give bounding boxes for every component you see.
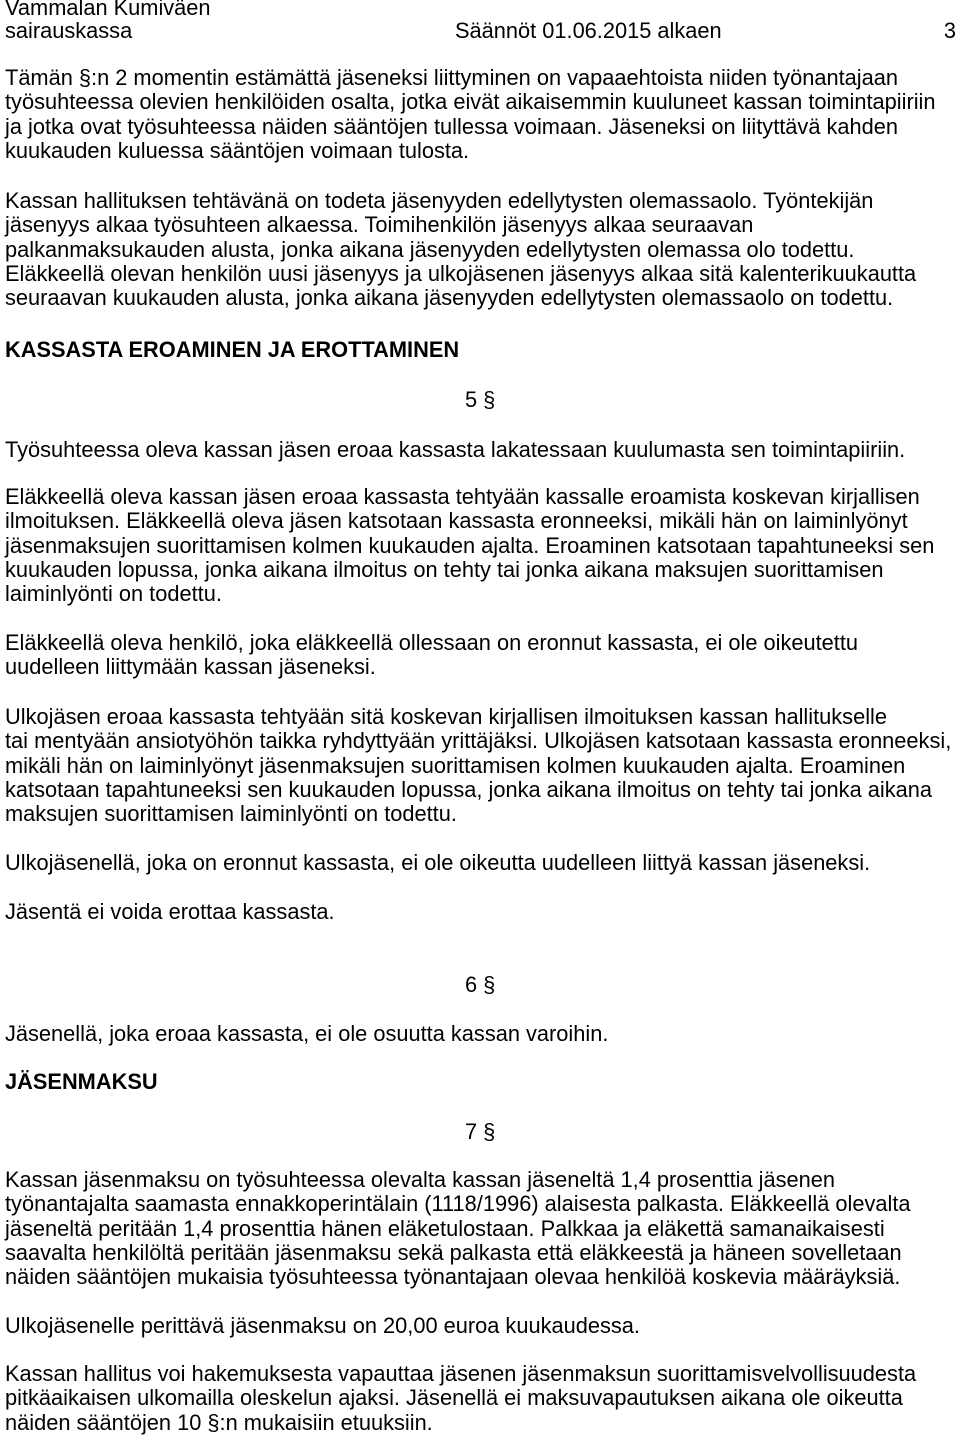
text-line: Eläkkeellä oleva kassan jäsen eroaa kassasta tehtyään kassalle eroamista koskevan kirjallisen <box>5 484 920 509</box>
text-line: jäseneltä peritään 1,4 prosenttia hänen eläketulostaan. Palkkaa ja eläkettä samanaikaisesti <box>5 1215 885 1241</box>
text-line: tai mentyään ansiotyöhön taikka ryhdyttyään yrittäjäksi. Ulkojäsen katsotaan kassasta eronneeksi, <box>5 728 952 754</box>
paragraph-pensioner-resign <box>5 485 934 607</box>
heading-membership-fee <box>5 1070 158 1094</box>
paragraph-membership-voluntary <box>5 66 936 163</box>
text-line: saavalta henkilöltä peritään jäsenmaksu sekä palkasta että eläkkeestä ja häneen sovelletaan <box>5 1240 902 1266</box>
paragraph-pensioner-rejoin <box>5 631 858 680</box>
text-line: Eläkkeellä olevan henkilön uusi jäsenyys ja ulkojäsenen jäsenyys alkaa sitä kalenterikuukautta <box>5 261 917 287</box>
text-line: Kassan hallituksen tehtävänä on todeta jäsenyyden edellytysten olemassaolo. Työntekijän <box>5 188 874 213</box>
text-line: uudelleen liittymään kassan jäseneksi. <box>5 654 376 680</box>
paragraph-no-expulsion <box>5 900 335 924</box>
organization-name <box>5 0 211 42</box>
text-line: ja jotka ovat työsuhteessa näiden sääntöjen tullessa voimaan. Jäseneksi on liityttävä kahden <box>5 113 899 139</box>
text-line: Jäsentä ei voida erottaa kassasta. <box>5 899 335 924</box>
organization-name-line2: sairauskassa <box>5 17 133 43</box>
text-line: Tämän §:n 2 momentin estämättä jäseneksi liittyminen on vapaaehtoista niiden työnantajaan <box>5 65 898 90</box>
text-line: kuukauden lopussa, jonka aikana ilmoitus on tehty tai jonka aikana maksujen suorittamisen <box>5 557 884 583</box>
text-line: Ulkojäsenellä, joka on eronnut kassasta, ei ole oikeutta uudelleen liittyä kassan jäseneksi. <box>5 850 871 875</box>
text-line: Jäsenellä, joka eroaa kassasta, ei ole osuutta kassan varoihin. <box>5 1021 609 1046</box>
text-line: näiden sääntöjen mukaisia työsuhteessa työnantajaan olevaa henkilöä koskevia määräyksiä. <box>5 1264 901 1290</box>
section-number-5: 5 § <box>465 387 496 412</box>
paragraph-external-rejoin <box>5 851 870 875</box>
text-line: laiminlyönti on todettu. <box>5 581 222 607</box>
text-line: maksujen suorittamisen laiminlyönti on todettu. <box>5 801 457 827</box>
text-line: Kassan hallitus voi hakemuksesta vapauttaa jäsenen jäsenmaksun suorittamisvelvollisuudesta <box>5 1361 917 1386</box>
text-line: palkanmaksukauden alusta, jonka aikana jäsenyyden edellytysten olemassa olo todettu. <box>5 236 855 262</box>
text-line: mikäli hän on laiminlyönyt jäsenmaksujen suorittamisen kolmen kuukauden ajalta. Eroaminen <box>5 752 906 778</box>
text-line: Työsuhteessa oleva kassan jäsen eroaa kassasta lakatessaan kuulumasta sen toimintapiiriin. <box>5 437 906 462</box>
paragraph-external-fee <box>5 1314 640 1338</box>
page-number: 3 <box>943 17 956 43</box>
text-line: ilmoituksen. Eläkkeellä oleva jäsen katsotaan kassasta eronneeksi, mikäli hän on laiminlyönyt <box>5 508 908 534</box>
heading-text: KASSASTA EROAMINEN JA EROTTAMINEN <box>5 337 460 362</box>
text-line: Ulkojäsenelle perittävä jäsenmaksu on 20,00 euroa kuukaudessa. <box>5 1313 640 1338</box>
paragraph-external-resign <box>5 705 951 827</box>
text-line: katsotaan tapahtuneeksi sen kuukauden lopussa, jonka aikana ilmoitus on tehty tai jonka aikana <box>5 777 932 803</box>
text-line: Kassan jäsenmaksu on työsuhteessa olevalta kassan jäseneltä 1,4 prosenttia jäsenen <box>5 1167 836 1192</box>
text-line: jäsenyys alkaa työsuhteen alkaessa. Toimihenkilön jäsenyys alkaa seuraavan <box>5 212 754 238</box>
text-line: näiden sääntöjen 10 §:n mukaisiin etuuksiin. <box>5 1409 433 1435</box>
heading-resignation <box>5 338 459 362</box>
text-line: kuukauden kuluessa sääntöjen voimaan tulosta. <box>5 138 470 164</box>
heading-text: JÄSENMAKSU <box>5 1069 158 1094</box>
paragraph-membership-start <box>5 189 916 311</box>
rules-date: Säännöt 01.06.2015 alkaen <box>455 17 722 43</box>
text-line: jäsenmaksujen suorittamisen kolmen kuukauden ajalta. Eroaminen katsotaan tapahtuneeksi sen <box>5 532 935 558</box>
text-line: Ulkojäsen eroaa kassasta tehtyään sitä koskevan kirjallisen ilmoituksen kassan hallitukselle <box>5 704 888 729</box>
paragraph-no-share <box>5 1022 608 1046</box>
text-line: työnantajalta saamasta ennakkoperintälain (1118/1996) alaisesta palkasta. Eläkkeellä olevalta <box>5 1191 911 1217</box>
text-line: työsuhteessa olevien henkilöiden osalta, jotka eivät aikaisemmin kuuluneet kassan toimintapiiriin <box>5 89 936 115</box>
paragraph-employee-resign <box>5 438 905 462</box>
organization-name-line1: Vammalan Kumiväen <box>5 0 211 20</box>
paragraph-fee-exemption <box>5 1362 916 1435</box>
text-line: seuraavan kuukauden alusta, jonka aikana jäsenyyden edellytysten olemassaolo on todettu. <box>5 285 894 311</box>
section-number-6: 6 § <box>465 972 496 997</box>
section-number-7: 7 § <box>465 1119 496 1144</box>
text-line: Eläkkeellä oleva henkilö, joka eläkkeellä ollessaan on eronnut kassasta, ei ole oikeutettu <box>5 630 859 655</box>
text-line: pitkäaikaisen ulkomailla oleskelun ajaksi. Jäsenellä ei maksuvapautuksen aikana ole oikeutta <box>5 1385 903 1411</box>
paragraph-fee-rate <box>5 1168 911 1290</box>
